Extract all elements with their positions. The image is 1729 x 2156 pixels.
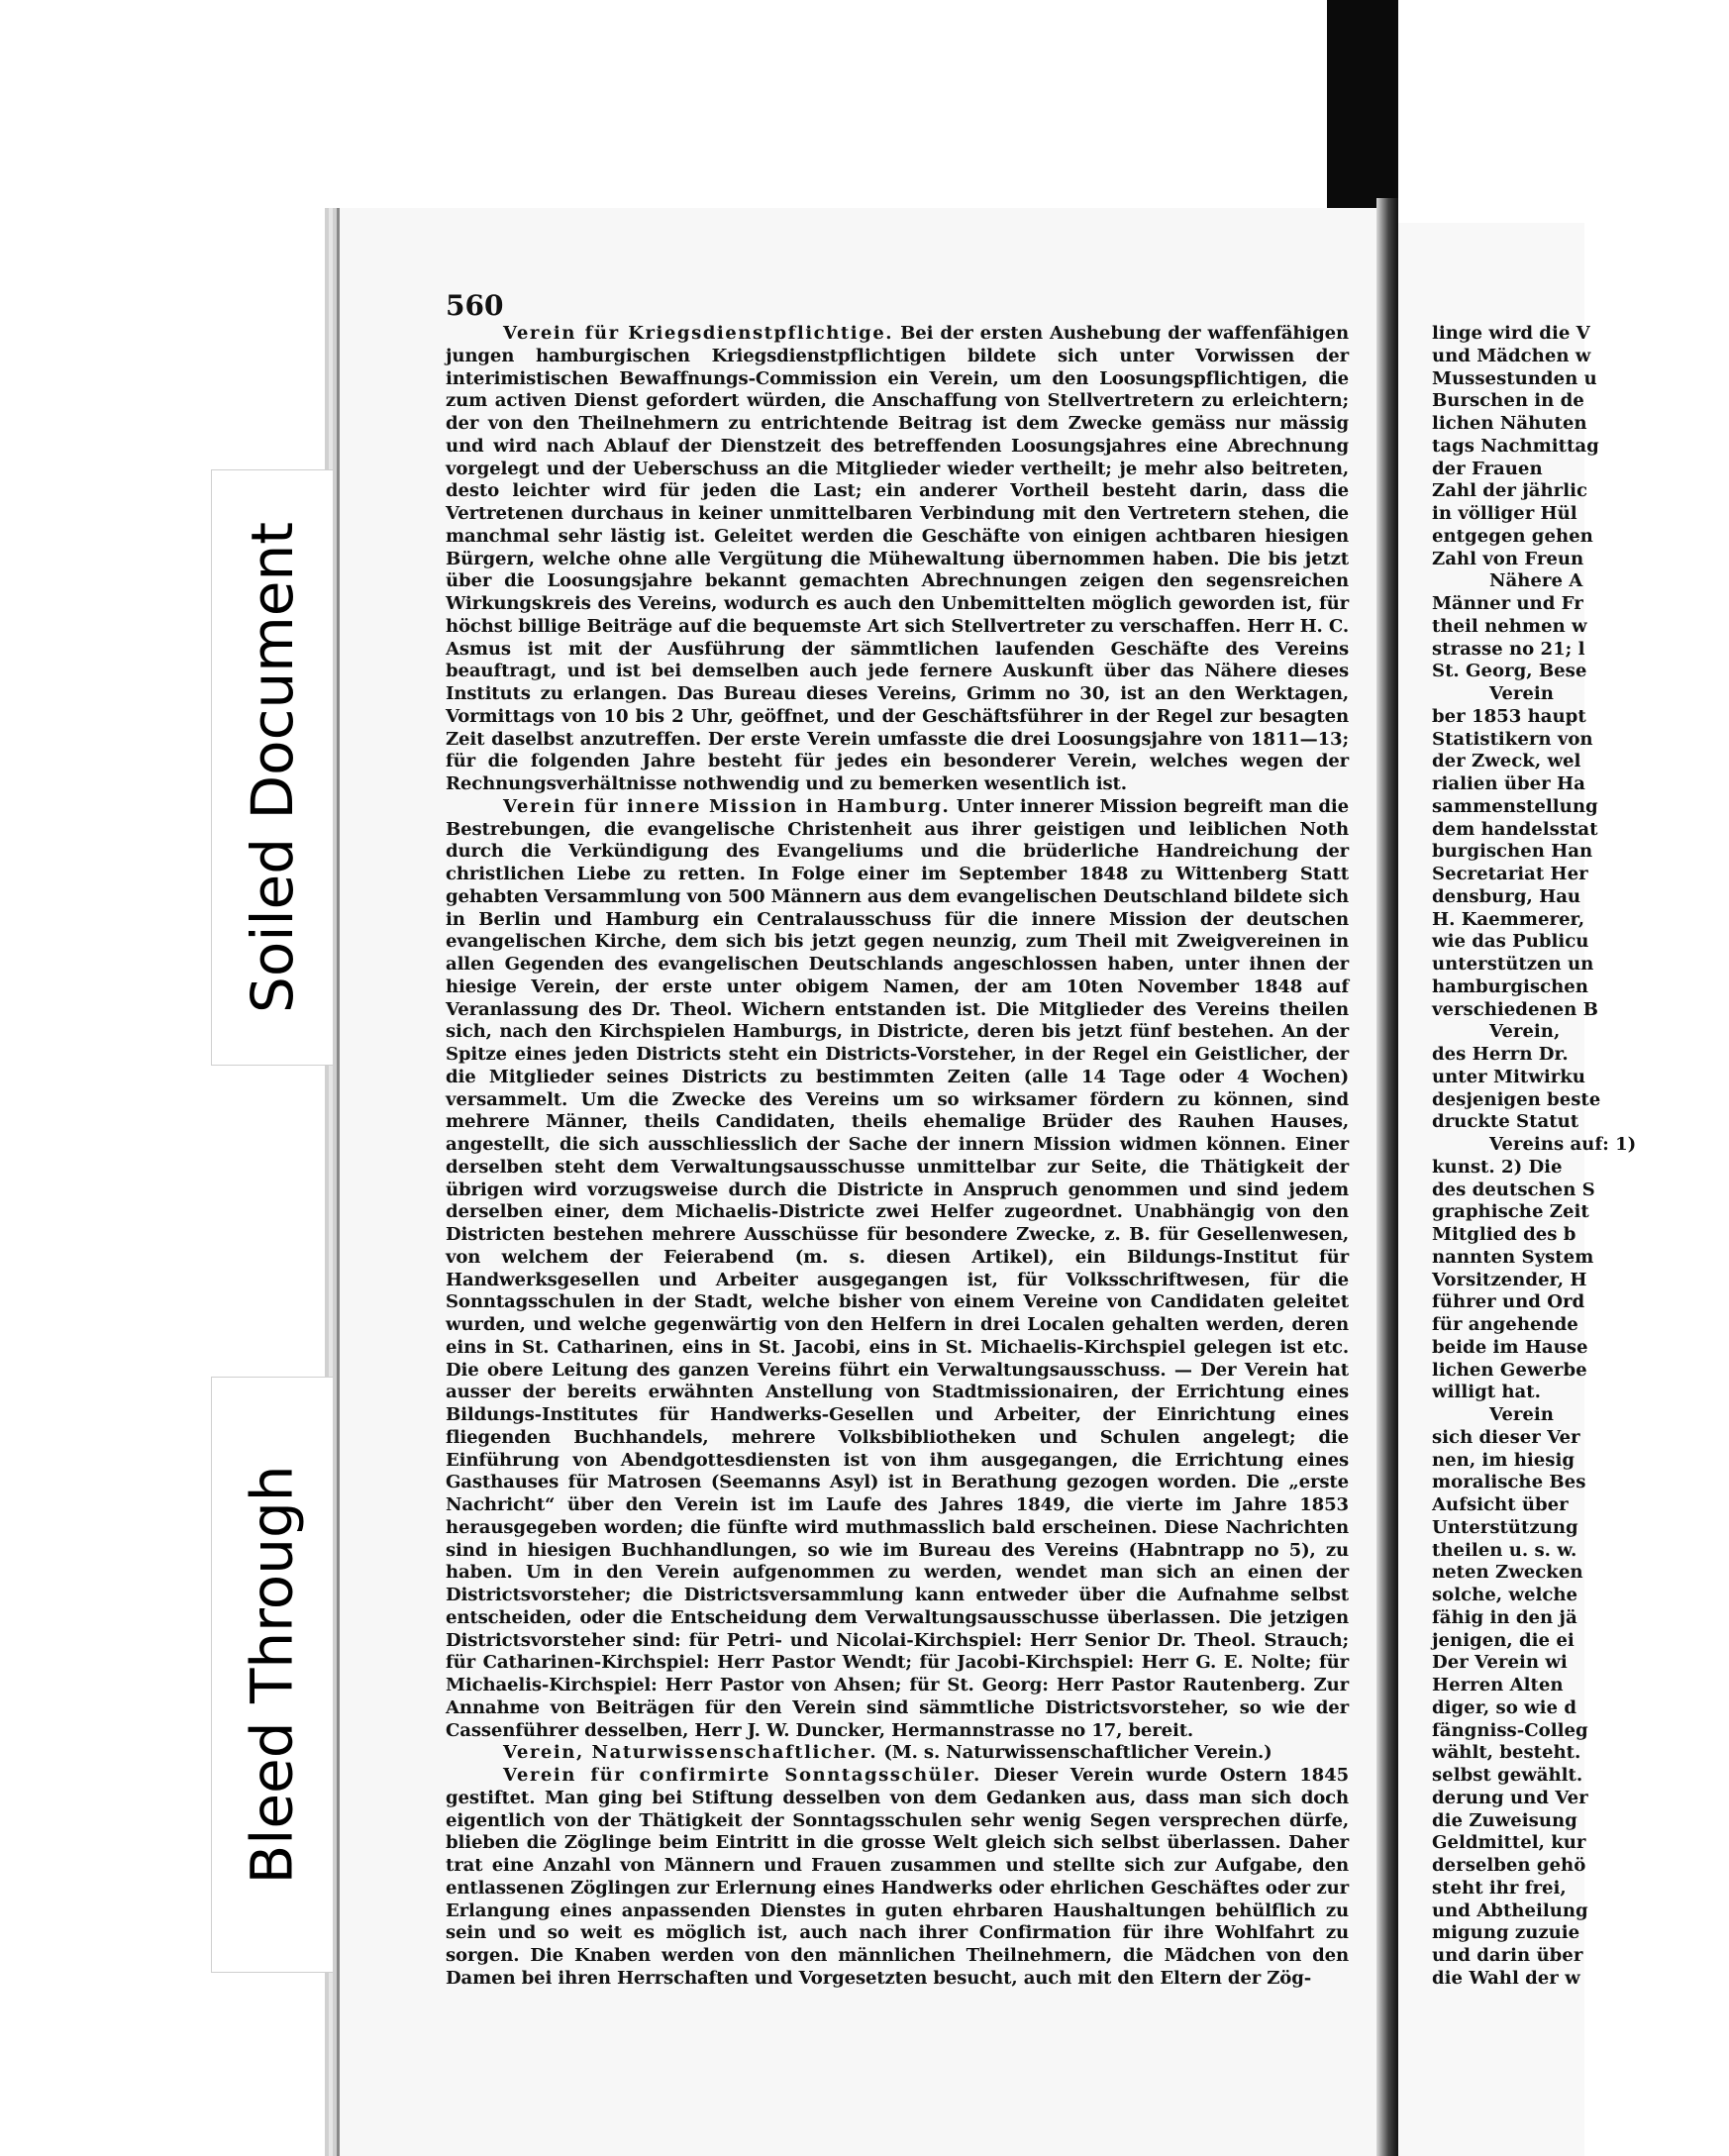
right-page-line: führer und Ord [1432, 1291, 1585, 1313]
right-page-line: solche, welche [1432, 1585, 1578, 1605]
right-page-line: nen, im hiesig [1432, 1449, 1575, 1471]
right-page-line: des Herrn Dr. [1432, 1044, 1569, 1065]
right-page-line: jenigen, die ei [1432, 1629, 1575, 1651]
entry-heading: Verein für confirmirte Sonntagsschüler. [503, 1765, 981, 1786]
right-page-line: ber 1853 haupt [1432, 705, 1586, 727]
entry-heading: Verein, Naturwissenschaftlicher. [503, 1742, 878, 1764]
right-page-line: linge wird die V [1432, 323, 1590, 344]
right-page-line: wählt, besteht. [1432, 1742, 1581, 1764]
right-page-line: wie das Publicu [1432, 931, 1589, 953]
right-page-line: selbst gewählt. [1432, 1765, 1583, 1786]
paragraph-sonntagsschueler [446, 1765, 1349, 1991]
right-page-line: moralische Bes [1432, 1472, 1586, 1493]
right-page-line: theilen u. s. w. [1432, 1539, 1577, 1561]
right-page-line: Nähere A [1489, 570, 1583, 592]
right-page-line: diger, so wie d [1432, 1696, 1576, 1718]
right-page-line: burgischen Han [1432, 841, 1593, 863]
right-page-line: H. Kaemmerer, [1432, 908, 1585, 930]
right-page-line: unter Mitwirku [1432, 1066, 1585, 1087]
right-page-line: der Zweck, wel [1432, 751, 1581, 772]
right-page-line: Zahl von Freun [1432, 548, 1584, 569]
right-page-line: dem handelsstat [1432, 818, 1598, 840]
right-page-line: in völliger Hül [1432, 503, 1577, 524]
right-page-line: Aufsicht über [1432, 1494, 1569, 1515]
right-page-line: und Mädchen w [1432, 345, 1591, 366]
right-page-line: sammenstellung [1432, 795, 1598, 817]
right-page-line: lichen Nähuten [1432, 413, 1587, 434]
right-page-line: graphische Zeit [1432, 1201, 1589, 1223]
right-page-line: derselben gehö [1432, 1855, 1586, 1876]
right-page-line: verschiedenen B [1432, 998, 1598, 1020]
right-page-line: lichen Gewerbe [1432, 1359, 1587, 1381]
right-page-line: fängniss-Colleg [1432, 1719, 1588, 1741]
right-page-line: willigt hat. [1432, 1382, 1541, 1403]
right-page-line: densburg, Hau [1432, 885, 1581, 907]
right-page-text [1432, 323, 1729, 1991]
right-page-line: für angehende [1432, 1314, 1578, 1335]
right-page-line: strasse no 21; l [1432, 638, 1585, 660]
main-text-column [446, 323, 1349, 1991]
right-page-line: und Abtheilung [1432, 1899, 1588, 1921]
right-page-line: Vereins auf: 1) [1489, 1134, 1637, 1155]
right-page-line: Verein [1489, 1404, 1554, 1425]
bleed-through-label: Bleed Through [211, 1377, 334, 1973]
right-page-line: Der Verein wi [1432, 1652, 1568, 1674]
right-page-line: rialien über Ha [1432, 773, 1585, 794]
page-number: 560 [446, 289, 504, 322]
right-page-line: kunst. 2) Die [1432, 1156, 1563, 1178]
right-page-line: tags Nachmittag [1432, 435, 1599, 457]
entry-body: Bei der ersten Aushebung der waffenfähigen jungen hamburgischen Kriegsdienstpflichtigen bildete sich unter Vorwissen der interimistischen Bewaffnungs-Commission ein Verein, um den Loosungspflichtigen, die zum activen Dienst gefordert würden, die Anschaffung von Stellvertretern zu erleichtern; der von den Theilnehmern zu entrichtende Beitrag ist dem Zwecke gemäss nur mässig und wird nach Ablauf der Dienstzeit des betreffenden Loosungsjahres eine Abrechnung vorgelegt und der Ueberschuss an die Mitglieder wieder vertheilt; je mehr also beitreten, desto leichter wird für jeden die Last; ein anderer Vortheil besteht darin, dass die Vertretenen durchaus in keiner unmittelbaren Verbindung mit den Vertretern stehen, die manchmal sehr lästig ist. Geleitet werden die Geschäfte von einigen achtbaren hiesigen Bürgern, welche ohne alle Vergütung die Mühewaltung übernommen haben. Die bis jetzt über die Loosungsjahre bekannt gemachten Abrechnungen zeigen den segensreichen Wirkungskreis des Vereins, wodurch es auch den Unbemittelten möglich geworden ist, für höchst billige Beiträge auf die bequemste Art sich Stellvertreter zu verschaffen. Herr H. C. Asmus ist mit der Ausführung der sämmtlichen laufenden Geschäfte des Vereins beauftragt, und ist bei demselben auch jede fernere Auskunft über das Nähere dieses Instituts zu erlangen. Das Bureau dieses Vereins, Grimm no 30, ist an den Werktagen, Vormittags von 10 bis 2 Uhr, geöffnet, und der Geschäftsführer in der Regel zur besagten Zeit daselbst anzutreffen. Der erste Verein umfasste die drei Loosungsjahre von 1811—13; für die folgenden Jahre besteht für jedes ein besonderer Verein, welches wegen der Rechnungsverhältnisse nothwendig und zu bemerken wesentlich ist. [446, 323, 1349, 794]
right-page-line: Burschen in de [1432, 390, 1584, 412]
right-page-line: steht ihr frei, [1432, 1877, 1567, 1899]
right-page-line: derung und Ver [1432, 1787, 1588, 1808]
right-page-line: Zahl der jährlic [1432, 480, 1587, 502]
right-page-line: Mussestunden u [1432, 367, 1597, 389]
right-page-line: Unterstützung [1432, 1516, 1578, 1538]
right-page-line: migung zuzuie [1432, 1922, 1580, 1944]
right-page-line: entgegen gehen [1432, 525, 1593, 547]
right-page-line: Mitglied des b [1432, 1224, 1576, 1245]
right-page-line: Verein, [1489, 1021, 1561, 1043]
right-page-line: die Wahl der w [1432, 1967, 1580, 1989]
right-page-line: theil nehmen w [1432, 615, 1587, 637]
right-page-line: St. Georg, Bese [1432, 661, 1587, 682]
right-page-line: fähig in den jä [1432, 1606, 1577, 1628]
right-page-line: Secretariat Her [1432, 864, 1588, 884]
right-page-line: Herren Alten [1432, 1675, 1564, 1695]
right-page-line: Vorsitzender, H [1432, 1269, 1587, 1290]
right-page-line: Statistikern von [1432, 728, 1593, 750]
paragraph-kriegsdienst [446, 323, 1349, 796]
entry-heading: Verein für Kriegsdienstpflichtige. [503, 323, 894, 344]
right-page-line: des deutschen S [1432, 1179, 1595, 1200]
right-page-line: nannten System [1432, 1246, 1594, 1268]
right-page-line: hamburgischen [1432, 975, 1588, 997]
right-page-line: Männer und Fr [1432, 593, 1583, 614]
entry-heading: Verein für innere Mission in Hamburg. [503, 795, 951, 817]
entry-body: Unter innerer Mission begreift man die Bestrebungen, die evangelische Christenheit aus ihrer geistigen und leiblichen Noth durch die Verkündigung des Evangeliums und die brüderliche Handreichung der christlichen Liebe zu retten. In Folge einer im September 1848 zu Wittenberg Statt gehabten Versammlung von 500 Männern aus dem evangelischen Deutschland bildete sich in Berlin und Hamburg ein Centralausschuss für die innere Mission der deutschen evangelischen Kirche, dem sich bis jetzt gegen neunzig, zum Theil mit Zweigvereinen in allen Gegenden des evangelischen Deutschlands angeschlossen haben, unter ihnen der hiesige Verein, der erste unter obigem Namen, der am 10ten November 1848 auf Veranlassung des Dr. Theol. Wichern entstanden ist. Die Mitglieder des Vereins theilen sich, nach den Kirchspielen Hamburgs, in Districte, deren bis jetzt fünf bestehen. An der Spitze eines jeden Districts steht ein Districts-Vorsteher, in der Regel ein Geistlicher, der die Mitglieder seines Districts zu bestimmten Zeiten (alle 14 Tage oder 4 Wochen) versammelt. Um die Zwecke des Vereins um so wirksamer fördern zu können, sind mehrere Männer, theils Candidaten, theils ehemalige Brüder des Rauhen Hauses, angestellt, die sich ausschliesslich der Sache der innern Mission widmen können. Einer derselben steht dem Verwaltungsausschusse unmittelbar zur Seite, die Thätigkeit der übrigen wird vorzugsweise durch die Districte in Anspruch genommen und sind jedem derselben einer, dem Michaelis-Districte zwei Helfer zugeordnet. Unabhängig von den Districten bestehen mehrere Ausschüsse für besondere Zwecke, z. B. für Gesellenwesen, von welchem der Feierabend (m. s. diesen Artikel), ein Bildungs-Institut für Handwerksgesellen und Arbeiter ausgegangen ist, für Volksschriftwesen, für die Sonntagsschulen in der Stadt, welche bisher von einem Vereine von Candidaten geleitet wurden, und welche gegenwärtig von den Helfern in drei Localen gehalten werden, deren eins in St. Catharinen, eins in St. Jacobi, eins in St. Michaelis-Kirchspiel gelegen ist etc. Die obere Leitung des ganzen Vereins führt ein Verwaltungsausschuss. — Der Verein hat ausser der bereits erwähnten Anstellung von Stadtmissionairen, der Errichtung eines Bildungs-Institutes für Handwerks-Gesellen und Arbeiter, der Einrichtung eines fliegenden Buchhandels, mehrere Volksbibliotheken und Schulen angelegt; die Einführung von Abendgottesdiensten ist von ihm ausgegangen, die Errichtung eines Gasthauses für Matrosen (Seemanns Asyl) ist in Berathung gezogen worden. Die „erste Nachricht“ über den Verein ist im Laufe des Jahres 1849, die vierte im Jahre 1853 herausgegeben worden; die fünfte wird muthmasslich bald erscheinen. Diese Nachrichten sind in hiesigen Buchhandlungen, so wie im Bureau des Vereins (Habntrapp no 5), zu haben. Um in den Verein aufgenommen zu werden, wendet man sich an einen der Districtsvorsteher; die Districtsversammlung kann entweder über die Aufnahme selbst entscheiden, oder die Entscheidung dem Verwaltungsausschusse überlassen. Die jetzigen Districtsvorsteher sind: für Petri- und Nicolai-Kirchspiel: Herr Senior Dr. Theol. Strauch; für Catharinen-Kirchspiel: Herr Pastor Wendt; für Jacobi-Kirchspiel: Herr G. E. Nolte; für Michaelis-Kirchspiel: Herr Pastor von Ahsen; für St. Georg: Herr Pastor Rautenberg. Zur Annahme von Beiträgen für den Verein sind sämmtliche Districtsvorsteher, so wie der Cassenführer desselben, Herr J. W. Duncker, Hermannstrasse no 17, bereit. [446, 795, 1349, 1741]
right-page-line: desjenigen beste [1432, 1088, 1601, 1110]
right-page-line: Verein [1489, 683, 1554, 704]
right-page-line: und darin über [1432, 1945, 1583, 1966]
paragraph-naturwissenschaftlicher [446, 1742, 1349, 1765]
right-page-line: der Frauen [1432, 458, 1543, 479]
book-spine [1376, 198, 1398, 2156]
right-page-line: die Zuweisung [1432, 1809, 1577, 1831]
right-page-line: neten Zwecken [1432, 1562, 1583, 1584]
right-page-line: Geldmittel, kur [1432, 1832, 1586, 1854]
entry-body: (M. s. Naturwissenschaftlicher Verein.) [883, 1742, 1272, 1764]
soiled-document-label: Soiled Document [211, 469, 334, 1066]
right-page-line: unterstützen un [1432, 954, 1594, 975]
right-page-line: druckte Statut [1432, 1111, 1579, 1133]
right-page-line: sich dieser Ver [1432, 1426, 1580, 1448]
right-page-line: beide im Hause [1432, 1336, 1588, 1358]
paragraph-innere-mission [446, 796, 1349, 1743]
entry-body: Dieser Verein wurde Ostern 1845 gestiftet. Man ging bei Stiftung desselben von dem Gedanken aus, dass man sich doch eigentlich von der Thätigkeit der Sonntagsschulen sehr wenig Segen versprechen dürfe, blieben die Zöglinge beim Eintritt in die grosse Welt gleich sich selbst überlassen. Daher trat eine Anzahl von Männern und Frauen zusammen und stellte sich zur Aufgabe, den entlassenen Zöglingen zur Erlernung eines Handwerks oder ehrlichen Geschäftes oder zur Erlangung eines anpassenden Dienstes in guten ehrbaren Haushaltungen behülflich zu sein und so weit es möglich ist, auch nach ihrer Confirmation für ihre Wohlfahrt zu sorgen. Die Knaben werden von den männlichen Theilnehmern, die Mädchen von den Damen bei ihren Herrschaften und Vorgesetzten besucht, auch mit den Eltern der Zög- [446, 1765, 1350, 1989]
